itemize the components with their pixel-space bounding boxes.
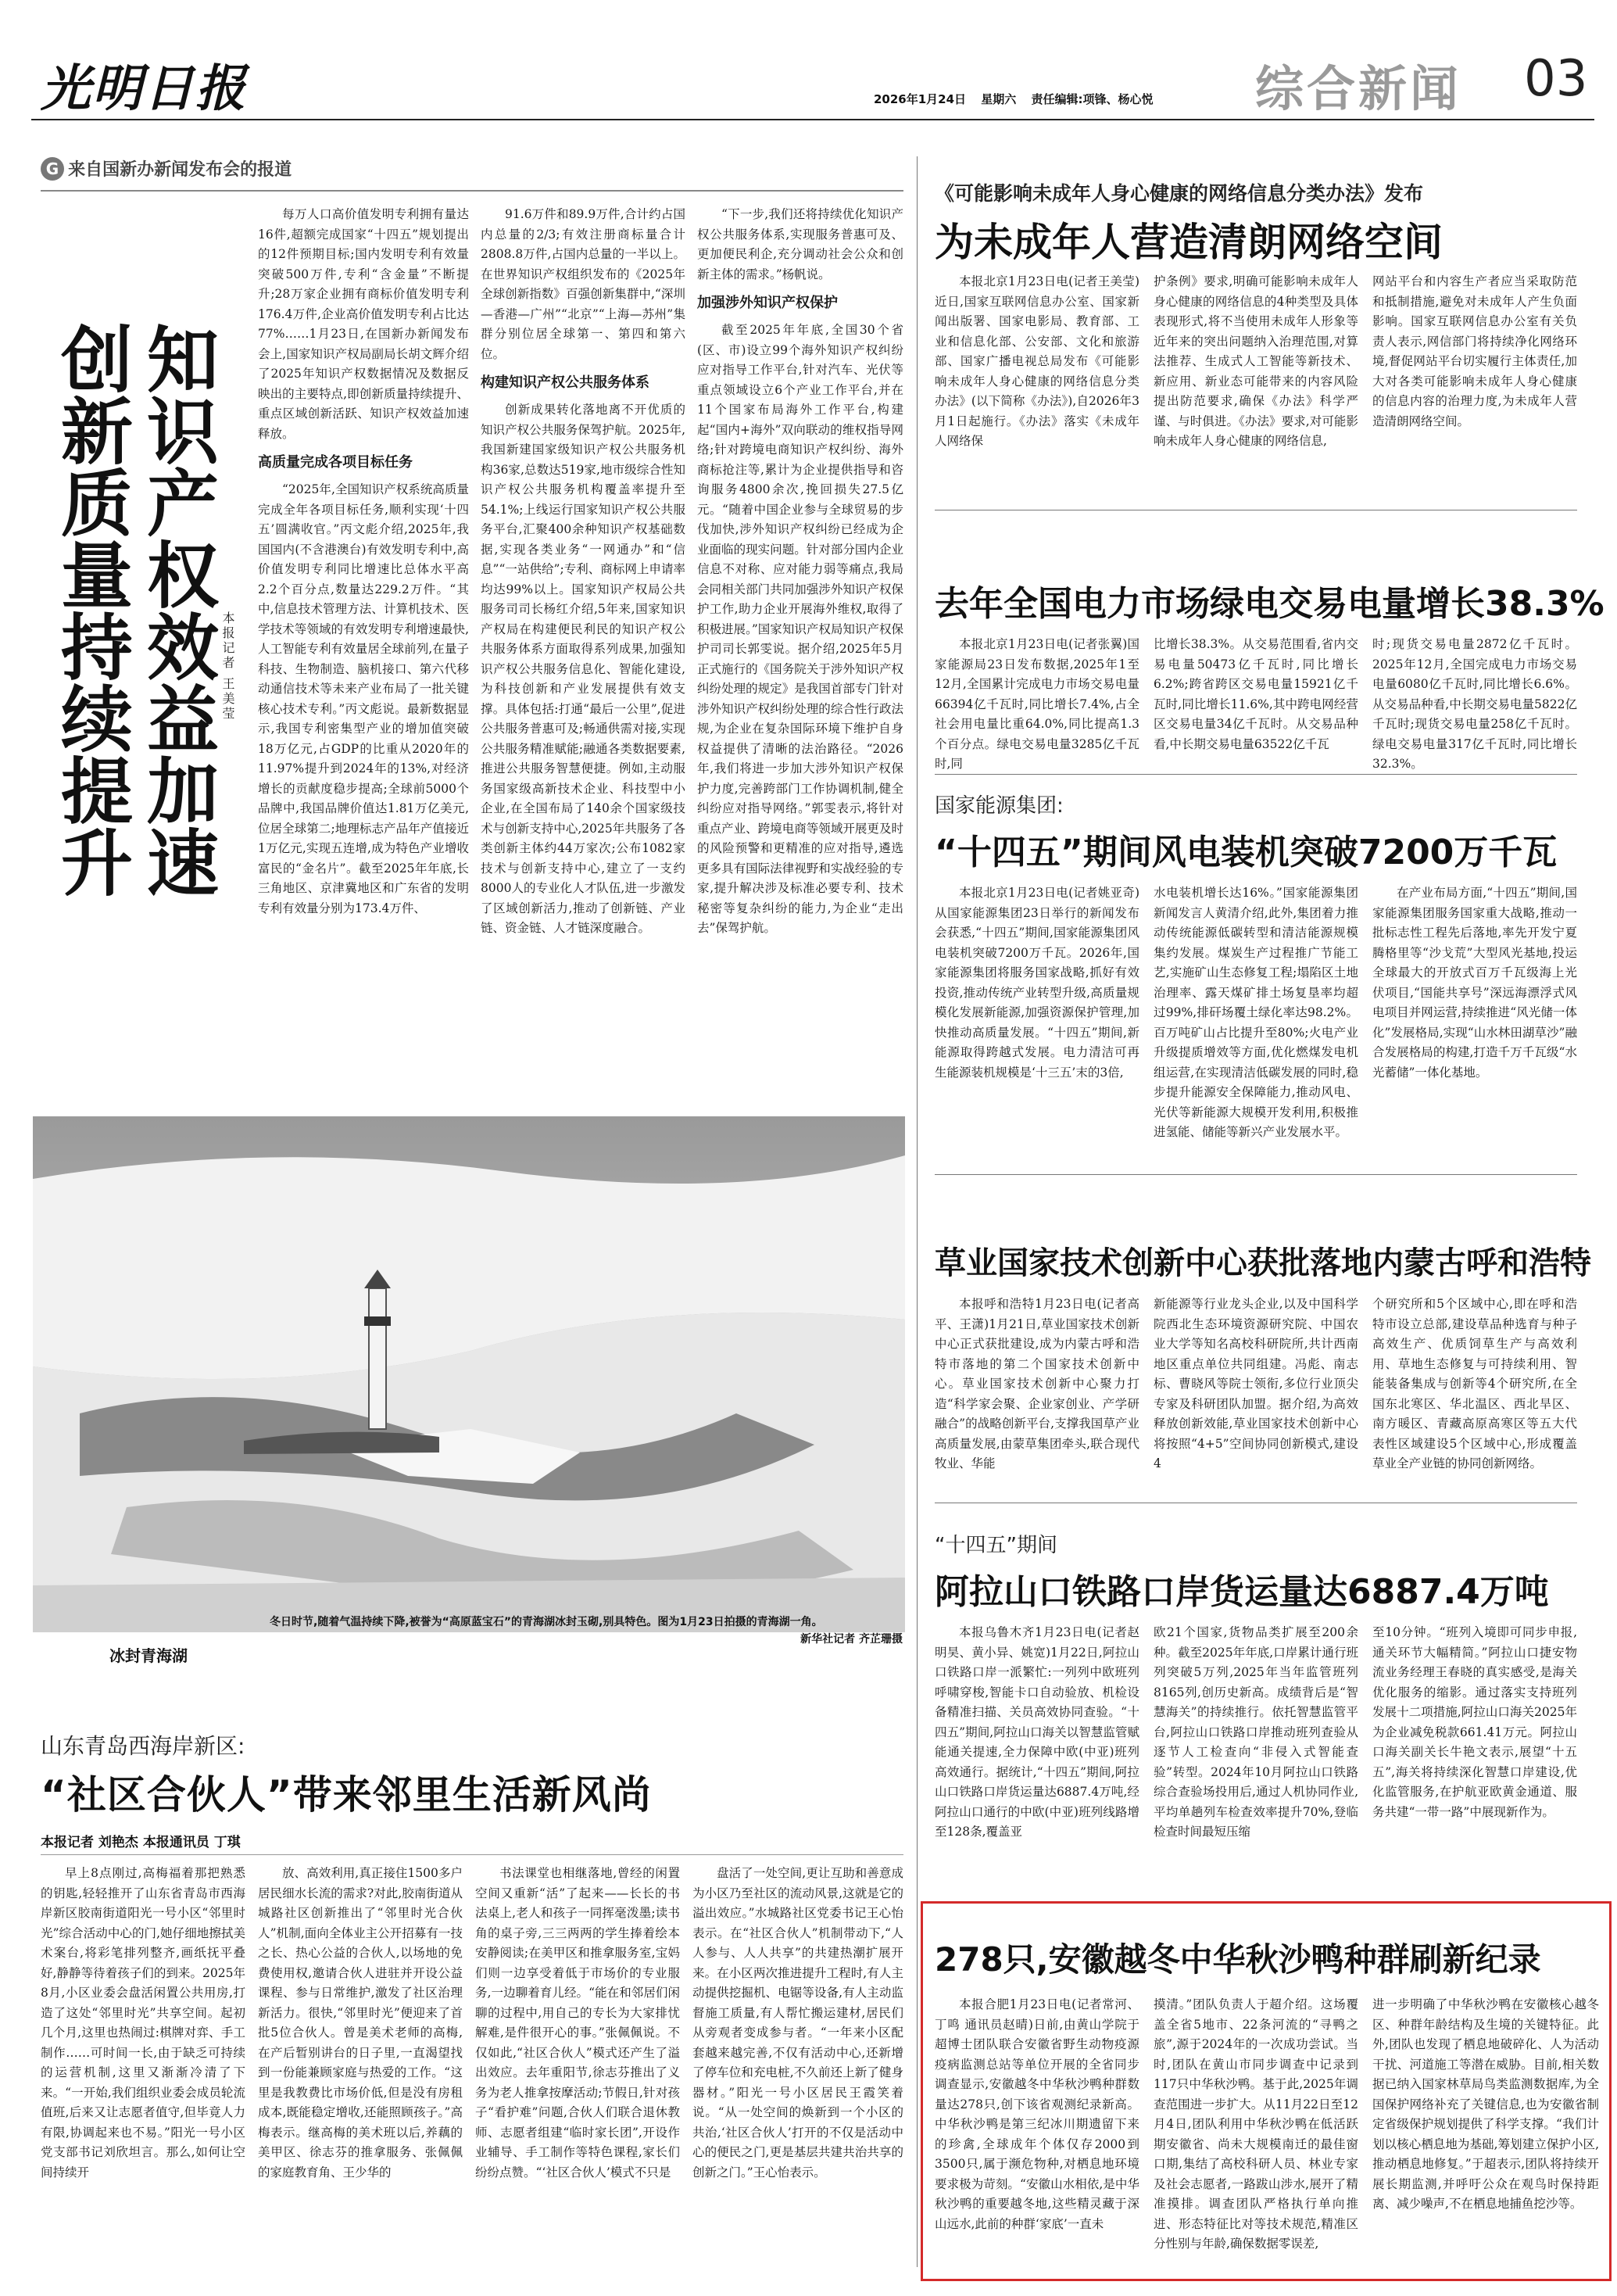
- power-para-2: 比增长38.3%。从交易范围看,省内交易电量50473亿千瓦时,同比增长6.2%;跨省跨区交易电量15921亿千瓦时,同比增长11.6%,其中跨电网经营区交易电量34亿千瓦时。从交易品种看,中长期交易电量63522亿千瓦: [1154, 637, 1358, 751]
- wind-column-3: [1372, 883, 1577, 1165]
- ip-subhead-1: 高质量完成各项目标任务: [258, 454, 413, 471]
- rail-para-2: 欧21个国家,货物品类扩展至200余种。截至2025年年底,口岸累计通行班列突破5万列,2025年当年监管班列8165列,创历史新高。成绩背后是“智慧海关”的持续推行。依托智慧监管平台,阿拉山口铁路口岸推动班列查验从逐节人工检查向“非侵入式智能查验”转型。2024年10月阿拉山口铁路综合查验场投用后,通过人机协同作业,平均单趟列车检查效率提升70%,登临检查时间最短压缩: [1154, 1625, 1358, 1839]
- duck-para-1: 本报合肥1月23日电(记者常河、丁鸣 通讯员赵晴)日前,由黄山学院于超博士团队联合安徽省野生动物疫源疫病监测总站等单位开展的全省同步调查显示,安徽越冬中华秋沙鸭种群数量达278只,创下该省观测纪录新高。中华秋沙鸭是第三纪冰川期遗留下来的珍禽,全球成年个体仅存2000到3500只,属于濒危物种,对栖息地环境要求极为苛刻。“安徽山水相依,是中华秋沙鸭的重要越冬地,这些精灵藏于深山远水,此前的种群‘家底’一直未: [935, 1997, 1139, 2231]
- ip-para-1: 每万人口高价值发明专利拥有量达16件,超额完成国家“十四五”规划提出的12件预期目标;国内发明专利有效量突破500万件,专利“含金量”不断提升;28万家企业拥有商标价值发明专利176.4万件,企业高价值发明专利占比达77%……1月23日,在国新办新闻发布会上,国家知识产权局副局长胡文辉介绍了2025年知识产权数据情况及数据反映出的主要特点,即创新质量持续提升、重点区域创新活跃、知识产权效益加速释放。: [258, 207, 469, 441]
- grass-headline: 草业国家技术创新中心获批落地内蒙古呼和浩特: [935, 1245, 1591, 1281]
- community-column-4: [692, 1864, 903, 2270]
- community-para-4: 盘活了一处空间,更让互助和善意成为小区乃至社区的流动风景,这就是它的溢出效应。”水城路社区党委书记王心怡表示。在“社区合伙人”机制带动下,“人人参与、人人共享”的共建热潮扩展开来。在小区两次推进提升工程时,有人主动提供挖掘机、电锯等设备,有人主动监督施工质量,有人帮忙搬运建材,居民们从旁观者变成参与者。“一年来小区配套越来越完善,不仅有活动中心,还新增了停车位和充电桩,不久前还上新了健身器材。”阳光一号小区居民王霞笑着说。“从一处空间的焕新到一个小区的共治,‘社区合伙人’打开的不仅是活动中心的便民之门,更是基层共建共治共享的创新之门。”王心怡表示。: [692, 1866, 903, 2180]
- wind-para-3: 在产业布局方面,“十四五”期间,国家能源集团服务国家重大战略,推动一批标志性工程先后落地,率先开发宁夏腾格里等“沙戈荒”大型风光基地,投运全球最大的开放式百万千瓦级海上光伏项目,“国能共享号”深远海漂浮式风电项目并网运营,持续推进“风光储一体化”发展格局,实现“山水林田湖草沙”融合发展格局的构建,打造千万千瓦级“水光蓄储”一体化基地。: [1372, 886, 1577, 1080]
- online-para-3: 网站平台和内容生产者应当采取防范和抵制措施,避免对未成年人产生负面影响。国家互联网信息办公室有关负责人表示,网信部门将持续净化网络环境,督促网站平台切实履行主体责任,加大对各类可能影响未成年人身心健康的信息内容的治理力度,为未成年人营造清朗网络空间。: [1372, 274, 1577, 428]
- ip-headline-col1: 知识产权效益加速: [135, 322, 219, 897]
- duck-column-1: [935, 1995, 1139, 2270]
- rail-column-2: [1154, 1623, 1358, 1893]
- community-kicker: 山东青岛西海岸新区:: [41, 1733, 245, 1759]
- duck-para-3: 进一步明确了中华秋沙鸭在安徽核心越冬区、种群年龄结构及生境的关键特征。此外,团队也发现了栖息地破碎化、人为活动干扰、河道施工等潜在威胁。目前,相关数据已纳入国家林草局鸟类监测数据库,为全国保护网络补充了关键信息,也为安徽省制定省级保护规划提供了科学支撑。“我们计划以核心栖息地为基础,筹划建立保护小区,推动栖息地修复。”于超表示,团队将持续开展长期监测,并呼吁公众在观鸟时保持距离、减少噪声,不在栖息地捕鱼挖沙等。: [1372, 1997, 1599, 2211]
- wind-para-2: 水电装机增长达16%。”国家能源集团新闻发言人黄清介绍,此外,集团着力推动传统能源低碳转型和清洁能源规模集约发展。煤炭生产过程推广节能工艺,实施矿山生态修复工程;塌陷区土地治理率、露天煤矿排土场复垦率均超过99%,排矸场覆土绿化率达98.2%。百万吨矿山占比提升至80%;火电产业升级提质增效等方面,优化燃煤发电机组运营,在实现清洁低碳发展的同时,稳步提升能源安全保障能力,推动风电、光伏等新能源大规模开发利用,积极推进氢能、储能等新兴产业发展水平。: [1154, 886, 1358, 1139]
- wind-kicker: 国家能源集团:: [935, 794, 1064, 818]
- rail-para-3: 至10分钟。“班列入境即可同步申报,通关环节大幅精简。”阿拉山口捷安物流业务经理王春晓的真实感受,是海关优化服务的缩影。通过落实支持班列发展十二项措施,阿拉山口海关2025年为企业减免税款661.41万元。阿拉山口海关副关长牛艳文表示,展望“十五五”,海关将持续深化智慧口岸建设,优化监管服务,在护航亚欧黄金通道、服务共建“一带一路”中展现新作为。: [1372, 1625, 1577, 1819]
- ip-kicker-rule: [41, 190, 903, 192]
- community-byline: 本报记者 刘艳杰 本报通讯员 丁琪: [41, 1835, 241, 1850]
- center-column-rule: [917, 156, 918, 2267]
- rail-column-1: [935, 1623, 1139, 1893]
- online-column-3: [1372, 272, 1577, 491]
- grass-column-1: [935, 1295, 1139, 1490]
- community-para-2: 放、高效利用,真正接住1500多户居民细水长流的需求?对此,胶南街道从城路社区创新推出了“邻里时光合伙人”机制,面向全体业主公开招募有一技之长、热心公益的合伙人,以场地的免费使用权,邀请合伙人进驻并开设公益课程、参与日常维护,激发了社区治理新活力。很快,“邻里时光”便迎来了首批5位合伙人。曾是美术老师的高梅,在产后暂别讲台的日子里,一直渴望找到一份能兼顾家庭与热爱的工作。“这里是我教费比市场价低,但是没有房租成本,既能稳定增收,还能照顾孩子。”高梅表示。继高梅的美术班以后,养藕的美甲区、徐志芬的推拿服务、张佩佩的家庭教育角、王少华的: [258, 1866, 463, 2180]
- grass-column-3: [1372, 1295, 1577, 1490]
- community-column-3: [475, 1864, 680, 2270]
- section-title: 综合新闻: [1255, 60, 1462, 117]
- duck-column-3: [1372, 1995, 1599, 2270]
- online-headline: 为未成年人营造清朗网络空间: [935, 220, 1443, 265]
- power-column-1: [935, 635, 1139, 771]
- online-kicker: 《可能影响未成年人身心健康的网络信息分类办法》发布: [935, 182, 1424, 205]
- grass-para-2: 新能源等行业龙头企业,以及中国科学院西北生态环境资源研究院、中国农业大学等知名高校科研院所,共计西南地区重点单位共同组建。冯彪、南志标、曹晓风等院士领衔,多位行业顶尖专家及科研团队加盟。据介绍,为高效释放创新效能,草业国家技术创新中心将按照“4+5”空间协同创新模式,建设4: [1154, 1297, 1358, 1470]
- ip-subhead-2: 构建知识产权公共服务体系: [481, 374, 649, 391]
- rail-headline: 阿拉山口铁路口岸货运量达6887.4万吨: [935, 1572, 1549, 1612]
- photo-caption-text: 冬日时节,随着气温持续下降,被誉为“高原蓝宝石”的青海湖冰封玉砌,别具特色。图为1月23日拍摄的青海湖一角。: [270, 1616, 823, 1628]
- responsible-editors: 责任编辑:项锋、杨心悦: [1031, 92, 1154, 106]
- power-column-3: [1372, 635, 1577, 771]
- wind-column-1: [935, 883, 1139, 1165]
- grass-para-3: 个研究所和5个区域中心,即在呼和浩特市设立总部,建设草品种选育与种子高效生产、优质饲草生产与高效利用、草地生态修复与可持续利用、智能装备集成与创新等4个研究所,在全国东北寒区、华北温区、西北旱区、南方暖区、青藏高原高寒区等五大代表性区域建设5个区域中心,形成覆盖草业全产业链的协同创新网络。: [1372, 1297, 1577, 1470]
- photo-caption-title: 冰封青海湖: [109, 1646, 188, 1665]
- ip-para-5: “下一步,我们还将持续优化知识产权公共服务体系,实现服务普惠可及、更加便民利企,充分调动社会公众和创新主体的需求。”杨帆说。: [697, 207, 903, 281]
- g-logo-icon: G: [41, 157, 64, 181]
- duck-para-2: 摸清。”团队负责人于超介绍。这场覆盖全省5地市、22条河流的“寻鸭之旅”,源于2024年的一次成功尝试。当时,团队在黄山市同步调查中记录到117只中华秋沙鸭。基于此,2025年调查范围进一步扩大。从11月22日至12月4日,团队利用中华秋沙鸭在低活跃期安徽省、尚未大规模南迁的最佳窗口期,集结了高校科研人员、林业专家及社会志愿者,一路跋山涉水,展开了精准摸排。调查团队严格执行单向推进、形态特征比对等技术规范,精准区分性别与年龄,确保数据零误差,: [1154, 1997, 1358, 2251]
- duck-headline: 278只,安徽越冬中华秋沙鸭种群刷新纪录: [935, 1940, 1541, 1979]
- ip-para-6: 截至2025年年底,全国30个省(区、市)设立99个海外知识产权纠纷应对指导工作平台,针对汽车、光伏等重点领域设立6个产业工作平台,并在11个国家布局海外工作平台,构建起“国内+海外”双向联动的维权指导网络;针对跨境电商知识产权纠纷、海外商标抢注等,累计为企业提供指导和咨询服务4800余次,挽回损失27.5亿元。“随着中国企业参与全球贸易的步伐加快,涉外知识产权纠纷已经成为企业面临的现实问题。针对部分国内企业信息不对称、应对能力弱等痛点,我局会同相关部门共同加强涉外知识产权保护工作,助力企业开展海外维权,取得了积极进展。”国家知识产权局知识产权保护司司长郭雯说。据介绍,2025年5月正式施行的《国务院关于涉外知识产权纠纷处理的规定》是我国首部专门针对涉外知识产权纠纷处理的综合性行政法规,为企业在复杂国际环境下维护自身权益提供了清晰的法治路径。“2026年,我们将进一步加大涉外知识产权保护力度,完善跨部门工作协调机制,健全纠纷应对指导网络。”郭雯表示,将针对重点产业、跨境电商等领域开展更及时的风险预警和更精准的应对指导,遴选更多具有国际法律视野和实战经验的专家,提升解决涉及标准必要专利、技术秘密等复杂纠纷的能力,为企业“走出去”保驾护航。: [697, 323, 903, 935]
- qinghai-lake-photo: [33, 1116, 905, 1632]
- rail-kicker: “十四五”期间: [935, 1534, 1057, 1557]
- rail-column-3: [1372, 1623, 1577, 1893]
- community-headline: “社区合伙人”带来邻里生活新风尚: [41, 1772, 652, 1818]
- frozen-lake-image: [33, 1116, 905, 1632]
- duck-column-2: [1154, 1995, 1358, 2270]
- masthead-rule: [31, 119, 1594, 120]
- online-column-1: [935, 272, 1139, 491]
- ip-subhead-3: 加强涉外知识产权保护: [697, 295, 838, 311]
- online-para-1: 本报北京1月23日电(记者王美莹)近日,国家互联网信息办公室、国家新闻出版署、国家电影局、教育部、工业和信息化部、公安部、文化和旅游部、国家广播电视总局发布《可能影响未成年人身心健康的网络信息分类办法》(以下简称《办法》),自2026年3月1日起施行。《办法》落实《未成年人网络保: [935, 274, 1139, 448]
- wind-headline: “十四五”期间风电装机突破7200万千瓦: [935, 833, 1558, 872]
- community-para-3: 书法课堂也相继落地,曾经的闲置空间又重新“活”了起来——长长的书法桌上,老人和孩子一同挥毫泼墨;读书角的桌子旁,三三两两的学生捧着绘本安静阅读;在美甲区和推拿服务室,宝妈们则一边享受着低于市场价的专业服务,一边聊着育儿经。“能在和邻居们闲聊的过程中,用自己的专长为大家排忧解难,是件很开心的事。”张佩佩说。不仅如此,“社区合伙人”模式还产生了溢出效应。去年重阳节,徐志芬推出了义务为老人推拿按摩活动;节假日,针对孩子“看护难”问题,合伙人们联合退休教师、志愿者组建“临时家长团”,开设作业辅导、手工制作等特色课程,家长们纷纷点赞。“‘社区合伙人’模式不只是: [475, 1866, 680, 2180]
- paper-name-logo: 光明日报: [41, 59, 247, 118]
- community-column-2: [258, 1864, 463, 2270]
- rule-3: [935, 1174, 1577, 1175]
- masthead: [0, 0, 1617, 141]
- power-column-2: [1154, 635, 1358, 760]
- issue-weekday: 星期六: [981, 92, 1017, 106]
- photo-credit: 新华社记者 齐芷珊摄: [800, 1633, 903, 1646]
- grass-para-1: 本报呼和浩特1月23日电(记者高平、王潇)1月21日,草业国家技术创新中心正式获批建设,成为内蒙古呼和浩特市落地的第二个国家技术创新中心。草业国家技术创新中心聚力打造“科学家会聚、企业家创业、产学研融合”的战略创新平台,支撑我国草产业高质量发展,由蒙草集团牵头,联合现代牧业、华能: [935, 1297, 1139, 1470]
- community-column-1: [41, 1864, 245, 2270]
- ip-para-3: 91.6万件和89.9万件,合计约占国内总量的2/3;有效注册商标量合计2808.8万件,占国内总量的一半以上。在世界知识产权组织发布的《2025年全球创新指数》百强创新集群中,“深圳—香港—广州”“北京”“上海—苏州”集群分别位居全球第一、第四和第六位。: [481, 207, 685, 361]
- rail-para-1: 本报乌鲁木齐1月23日电(记者赵明昊、黄小异、姚宽)1月22日,阿拉山口铁路口岸一派繁忙:一列列中欧班列呼啸穿梭,智能卡口自动验放、机检设备精准扫描、关员高效协同查验。“十四五”期间,阿拉山口海关以智慧监管赋能通关提速,全力保障中欧(中亚)班列高效通行。据统计,“十四五”期间,阿拉山口铁路口岸货运量达6887.4万吨,经阿拉山口通行的中欧(中亚)班列线路增至128条,覆盖亚: [935, 1625, 1139, 1839]
- issue-date-line: [874, 91, 1154, 107]
- power-headline: 去年全国电力市场绿电交易电量增长38.3%: [935, 584, 1604, 624]
- issue-date: 2026年1月24日: [874, 92, 967, 106]
- ip-para-2: “2025年,全国知识产权系统高质量完成全年各项目标任务,顺利实现‘十四五’圆满收官。”丙文彪介绍,2025年,我国国内(不含港澳台)有效发明专利中,高价值发明专利同比增速比总体水平高2.2个百分点,数量达229.2万件。“其中,信息技术管理方法、计算机技术、医学技术等领域的有效发明专利增速最快,人工智能专利有效量居全球前列,在量子科技、生物制造、脑机接口、第六代移动通信技术等未来产业布局了一批关键核心技术专利。”丙文彪说。最新数据显示,我国专利密集型产业的增加值突破18万亿元,占GDP的比重从2020年的11.97%提升到2024年的13%,对经济增长的贡献度稳步提高;全球前5000个品牌中,我国品牌价值达1.81万亿美元,位居全球第二;地理标志产品年产值接近1万亿元,实现五连增,成为特色产业增收富民的“金名片”。截至2025年年底,长三角地区、京津冀地区和广东省的发明专利有效量分别为173.4万件、: [258, 482, 469, 915]
- ip-kicker: G 来自国新办新闻发布会的报道: [41, 156, 292, 181]
- online-column-2: [1154, 272, 1358, 491]
- ip-para-4: 创新成果转化落地离不开优质的知识产权公共服务保驾护航。2025年,我国新建国家级知识产权公共服务机构36家,总数达519家,地市级综合性知识产权公共服务机构覆盖率提升至54.1%;上线运行国家知识产权公共服务平台,汇聚400余种知识产权基础数据,实现各类业务“一网通办”和“信息”“一站供给”;专利、商标网上申请率均达99%以上。国家知识产权局公共服务司司长杨红介绍,5年来,国家知识产权局在构建便民利民的知识产权公共服务体系方面取得系列成果,加强知识产权公共服务信息化、智能化建设,为科技创新和产业发展提供有效支撑。具体包括:打通“最后一公里”,促进公共服务普惠可及;畅通供需对接,实现公共服务精准赋能;融通各类数据要素,推进公共服务智慧便捷。例如,主动服务国家级高新技术企业、科技型中小企业,在全国布局了140余个国家级技术与创新支持中心,2025年共服务了各类创新主体约44万家次;公布1082家技术与创新支持中心,建立了一支约8000人的专业化人才队伍,进一步激发了区域创新活力,推动了创新链、产业链、资金链、人才链深度融合。: [481, 403, 685, 935]
- online-para-2: 护条例》要求,明确可能影响未成年人身心健康的网络信息的4种类型及具体表现形式,将不当使用未成年人形象等近年来的突出问题纳入治理范围,对算法推荐、生成式人工智能等新技术、新应用、新业态可能带来的内容风险提出防范要求,确保《办法》科学严谨、与时俱进。《办法》要求,对可能影响未成年人身心健康的网络信息,: [1154, 274, 1358, 448]
- ip-byline: 本报记者 王美莹: [220, 611, 235, 722]
- power-para-3: 时;现货交易电量2872亿千瓦时。2025年12月,全国完成电力市场交易电量6080亿千瓦时,同比增长6.6%。从交易品种看,中长期交易电量5822亿千瓦时;现货交易电量258亿千瓦时。绿电交易电量317亿千瓦时,同比增长32.3%。: [1372, 637, 1577, 771]
- rule-2: [935, 774, 1577, 775]
- photo-caption: [270, 1614, 903, 1648]
- page-number: 03: [1524, 50, 1588, 108]
- grass-column-2: [1154, 1295, 1358, 1490]
- community-byline-rule: [41, 1854, 903, 1855]
- wind-column-2: [1154, 883, 1358, 1165]
- wind-para-1: 本报北京1月23日电(记者姚亚奇)从国家能源集团23日举行的新闻发布会获悉,“十四五”期间,国家能源集团风电装机突破7200万千瓦。2026年,国家能源集团将服务国家战略,抓好有效投资,推动传统产业转型升级,高质量规模化发展新能源,加强资源保护管理,加快推动高质量发展。“十四五”期间,新能源取得跨越式发展。电力清洁可再生能源装机规模是‘十三五’末的3倍,: [935, 886, 1139, 1080]
- community-para-1: 早上8点刚过,高梅福着那把熟悉的钥匙,轻轻推开了山东省青岛市西海岸新区胶南街道阳光一号小区“邻里时光”综合活动中心的门,她仔细地擦拭美术案台,将彩笔排列整齐,画纸抚平叠好,静静等待着孩子们的到来。2025年8月,小区业委会盘活闲置公共用房,打造了这处“邻里时光”共享空间。起初几个月,这里也热闹过:棋牌对弈、手工制作……可时间一长,由于缺乏可持续的运营机制,这里又渐渐冷清了下来。“一开始,我们组织业委会成员轮流值班,后来又让志愿者值守,但毕竟人力有限,协调起来也不易。”阳光一号小区党支部书记刘欣坦言。那么,如何让空间持续开: [41, 1866, 245, 2180]
- power-para-1: 本报北京1月23日电(记者张翼)国家能源局23日发布数据,2025年1至12月,全国累计完成电力市场交易电量66394亿千瓦时,同比增长7.4%,占全社会用电量比重64.0%,同比提高1.3个百分点。绿电交易电量3285亿千瓦时,同: [935, 637, 1139, 771]
- ip-headline-col2: 创新质量持续提升: [49, 322, 133, 897]
